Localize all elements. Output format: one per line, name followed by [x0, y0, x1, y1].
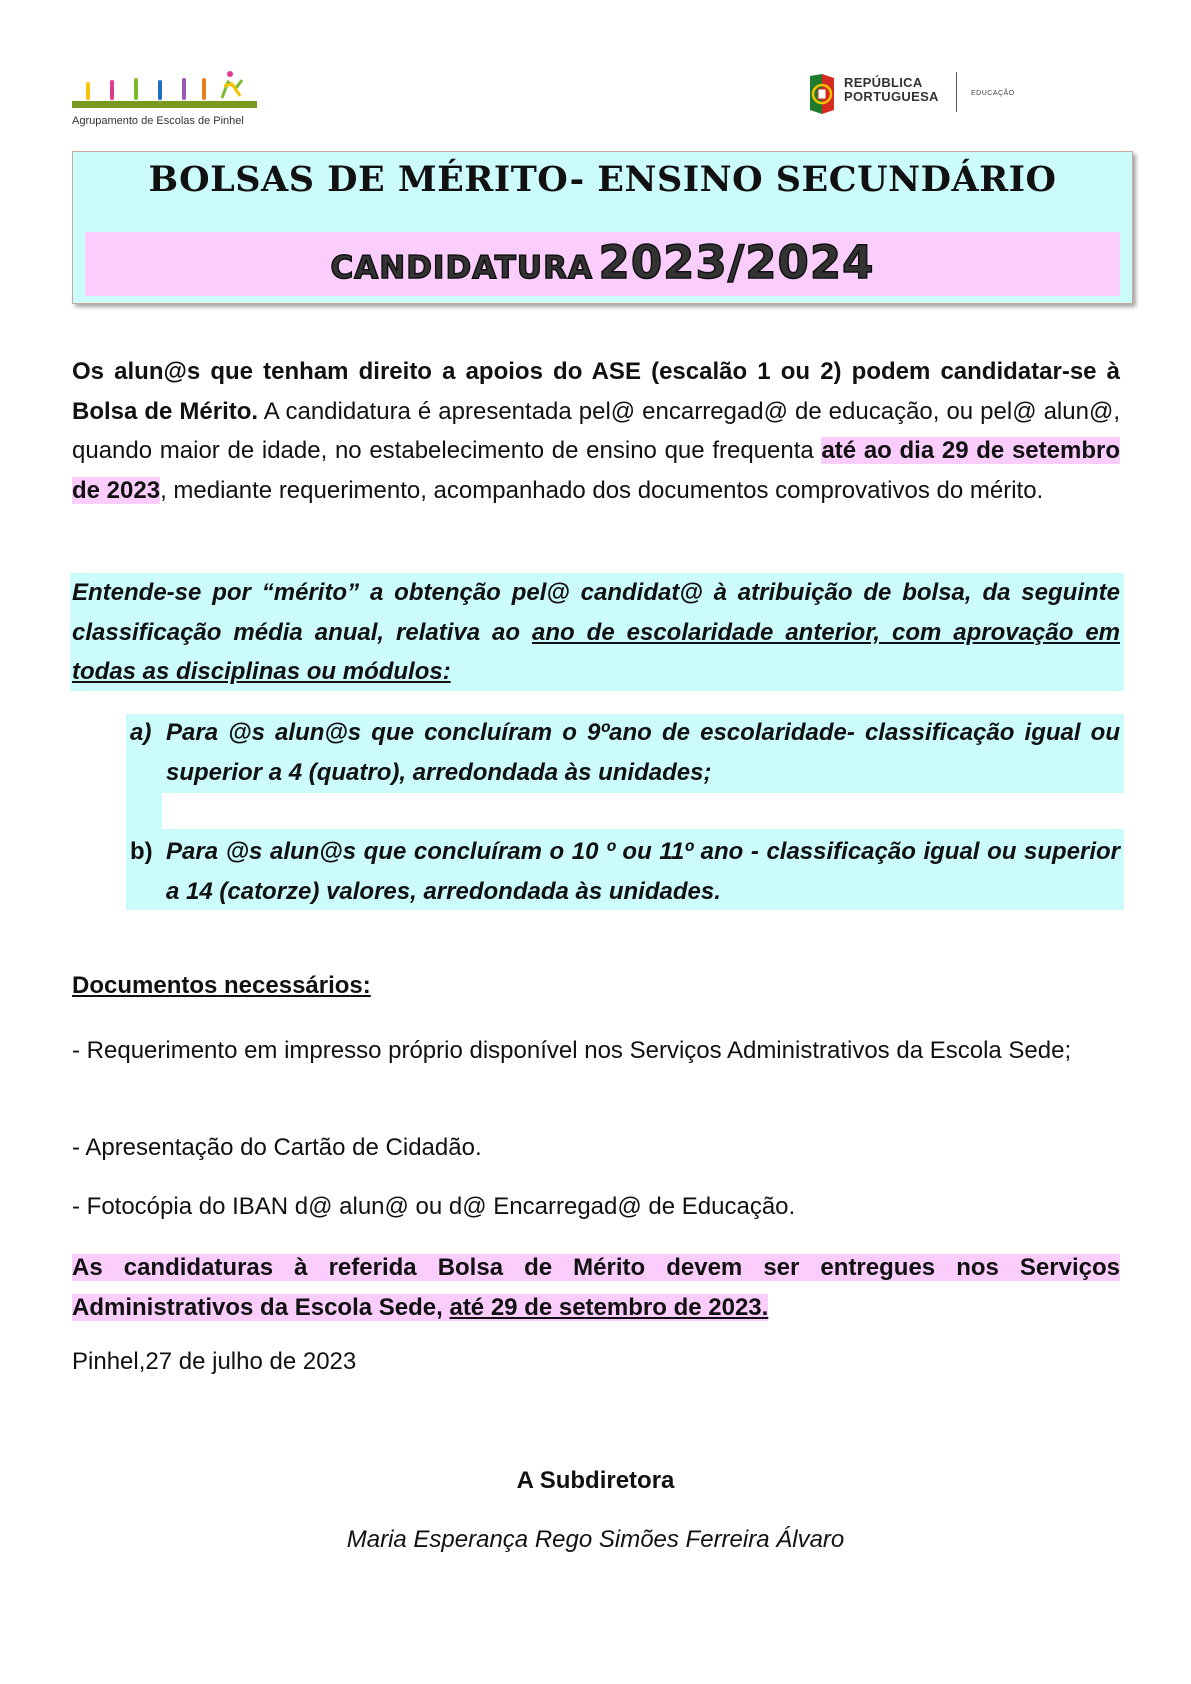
- criteria-item: [130, 832, 1120, 911]
- intro-text-1: A candidatura é apresentada pel@ encarregad@ de educação, ou pel@ alun@, quando maior de idade, no estabelecimento de ensino que frequenta: [72, 397, 1120, 464]
- merit-underlined: ano de escolaridade anterior, com aprovação em todas as disciplinas ou módulos:: [72, 618, 1121, 685]
- criteria-item: [130, 713, 1120, 792]
- criteria-gap-marker: [126, 793, 162, 829]
- final-notice-text: As candidaturas à referida Bolsa de Mérito devem ser entregues nos Serviços Administrativos da Escola Sede,: [72, 1254, 1120, 1321]
- criteria-text: Para @s alun@s que concluíram o 9ºano de escolaridade- classificação igual ou superior a 4 (quatro), arredondada às unidades;: [166, 719, 1120, 786]
- school-logo-icon: [72, 68, 262, 118]
- gov-logo-line2: PORTUGUESA: [844, 89, 939, 104]
- school-logo-caption: Agrupamento de Escolas de Pinhel: [72, 115, 244, 127]
- school-logo: [72, 68, 262, 134]
- portugal-emblem-icon: [806, 74, 838, 114]
- title-subtitle-band: [85, 232, 1120, 296]
- signatory-role: A Subdiretora: [516, 1467, 675, 1494]
- criteria-marker: b): [130, 838, 153, 865]
- intro-bold-lead: Os alun@s que tenham direito a apoios do ASE (escalão 1 ou 2) podem candidatar-se à Bolsa de Mérito.: [72, 358, 1120, 425]
- document-subtitle: [85, 236, 1120, 289]
- criteria-text: Para @s alun@s que concluíram o 10 º ou 11º ano - classificação igual ou superior a 14 (catorze) valores, arredondada às unidades.: [166, 838, 1120, 905]
- document-item: - Requerimento em impresso próprio disponível nos Serviços Administrativos da Escola Sede;: [72, 1037, 1072, 1064]
- criteria-marker: a): [130, 719, 152, 746]
- document-title: BOLSAS DE MÉRITO- ENSINO SECUNDÁRIO: [148, 159, 1057, 200]
- merit-text: Entende-se por “mérito” a obtenção pel@ candidat@ à atribuição de bolsa, da seguinte classificação média anual, relativa ao: [72, 579, 1120, 646]
- final-notice: [72, 1248, 1120, 1327]
- document-item: - Apresentação do Cartão de Cidadão.: [72, 1134, 482, 1161]
- republica-portuguesa-text: [844, 76, 939, 104]
- final-notice-deadline: até 29 de setembro de 2023.: [449, 1293, 769, 1321]
- document-item: - Fotocópia do IBAN d@ alun@ ou d@ Encarregad@ de Educação.: [72, 1193, 796, 1220]
- subtitle-year: 2023/2024: [598, 236, 875, 289]
- logo-divider: [956, 72, 957, 112]
- intro-deadline: até ao dia 29 de setembro de 2023: [72, 437, 1120, 504]
- gov-logo-department: EDUCAÇÃO: [971, 90, 1015, 97]
- place-and-date: Pinhel,27 de julho de 2023: [72, 1348, 357, 1375]
- republica-portuguesa-logo: [806, 70, 1026, 118]
- intro-text-2: , mediante requerimento, acompanhado dos documentos comprovativos do mérito.: [160, 476, 1044, 504]
- subtitle-word: CANDIDATURA: [330, 250, 593, 286]
- gov-logo-line1: REPÚBLICA: [844, 75, 923, 90]
- title-box: [72, 151, 1133, 304]
- merit-paragraph: [72, 573, 1120, 692]
- documents-heading: Documentos necessários:: [72, 972, 371, 999]
- intro-paragraph: [72, 352, 1120, 510]
- signatory-name: Maria Esperança Rego Simões Ferreira Álvaro: [346, 1526, 845, 1553]
- criteria-gap: [126, 793, 1124, 829]
